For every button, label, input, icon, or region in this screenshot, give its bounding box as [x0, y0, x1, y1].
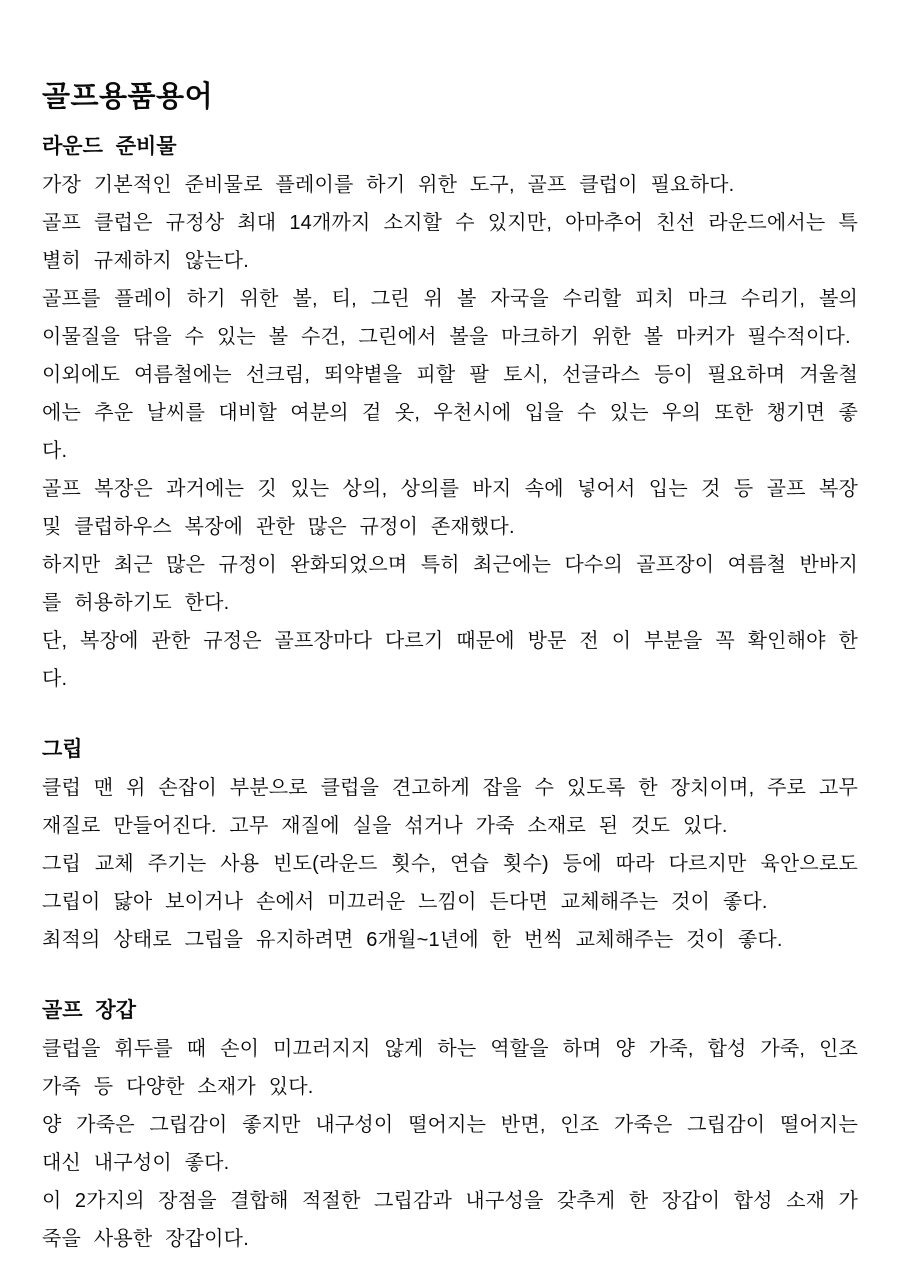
- paragraph: 단, 복장에 관한 규정은 골프장마다 다르기 때문에 방문 전 이 부분을 꼭 확인해야 한다.: [42, 630, 858, 690]
- paragraph: 골프를 플레이 하기 위한 볼, 티, 그린 위 볼 자국을 수리할 피치 마크 수리기, 볼의 이물질을 닦을 수 있는 볼 수건, 그린에서 볼을 마크하기 위한 볼 마커가 필수적이다.: [42, 288, 858, 348]
- paragraph: 클럽을 휘두를 때 손이 미끄러지지 않게 하는 역할을 하며 양 가죽, 합성 가죽, 인조 가죽 등 다양한 소재가 있다.: [42, 1038, 858, 1098]
- paragraph: 골프 복장은 과거에는 깃 있는 상의, 상의를 바지 속에 넣어서 입는 것 등 골프 복장 및 클럽하우스 복장에 관한 많은 규정이 존재했다.: [42, 478, 858, 538]
- paragraph: 이 2가지의 장점을 결합해 적절한 그립감과 내구성을 갖추게 한 장갑이 합성 소재 가죽을 사용한 장갑이다.: [42, 1190, 858, 1250]
- paragraph: 골프 클럽은 규정상 최대 14개까지 소지할 수 있지만, 아마추어 친선 라운드에서는 특별히 규제하지 않는다.: [42, 212, 858, 272]
- paragraph: 이외에도 여름철에는 선크림, 뙤약볕을 피할 팔 토시, 선글라스 등이 필요하며 겨울철에는 추운 날씨를 대비할 여분의 겉 옷, 우천시에 입을 수 있는 우의 또한 챙기면 좋다.: [42, 364, 858, 462]
- section-heading-grip: 그립: [42, 738, 83, 761]
- section-grip: [42, 731, 858, 959]
- paragraph: 양 가죽은 그립감이 좋지만 내구성이 떨어지는 반면, 인조 가죽은 그립감이 떨어지는 대신 내구성이 좋다.: [42, 1114, 858, 1174]
- paragraph: 최적의 상태로 그립을 유지하려면 6개월~1년에 한 번씩 교체해주는 것이 좋다.: [42, 929, 783, 951]
- section-heading-round-preparations: 라운드 준비물: [42, 135, 177, 158]
- section-golf-glove: [42, 992, 858, 1258]
- page-title: 골프용품용어: [42, 81, 214, 113]
- paragraph: 클럽 맨 위 손잡이 부분으로 클럽을 견고하게 잡을 수 있도록 한 장치이며, 주로 고무 재질로 만들어진다. 고무 재질에 실을 섞거나 가죽 소재로 된 것도 있다.: [42, 777, 858, 837]
- paragraph: 그립 교체 주기는 사용 빈도(라운드 횟수, 연습 횟수) 등에 따라 다르지만 육안으로도 그립이 닳아 보이거나 손에서 미끄러운 느낌이 든다면 교체해주는 것이 좋다.: [42, 853, 858, 913]
- section-heading-golf-glove: 골프 장갑: [42, 999, 136, 1022]
- paragraph: 하지만 최근 많은 규정이 완화되었으며 특히 최근에는 다수의 골프장이 여름철 반바지를 허용하기도 한다.: [42, 554, 858, 614]
- paragraph: 가장 기본적인 준비물로 플레이를 하기 위한 도구, 골프 클럽이 필요하다.: [42, 174, 735, 196]
- section-round-preparations: [42, 128, 858, 698]
